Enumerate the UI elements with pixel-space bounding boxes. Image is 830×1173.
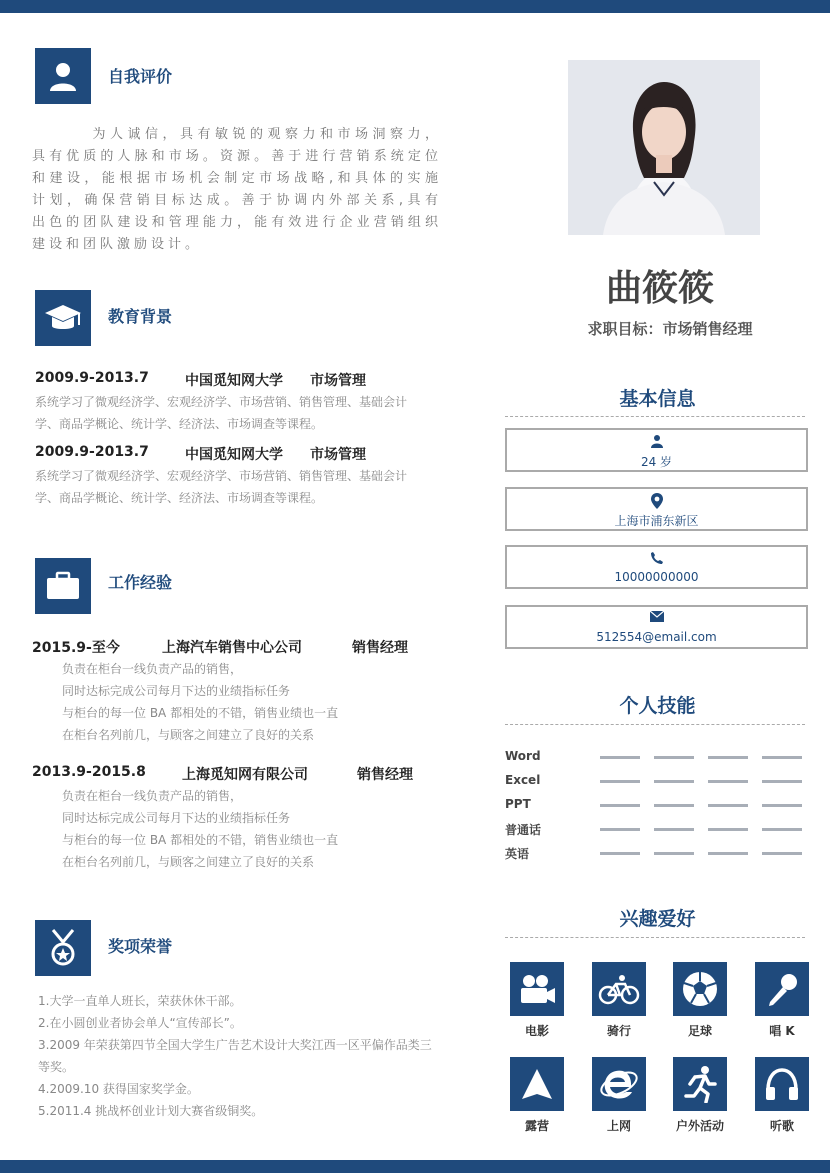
skill-bar xyxy=(654,828,694,831)
skill-row xyxy=(505,821,805,839)
duty-line: 与柜台的每一位 BA 都相处的不错，销售业绩也一直 xyxy=(62,706,339,720)
hobby-label: 足球 xyxy=(687,1024,712,1038)
microphone-icon xyxy=(755,962,809,1016)
skill-bar xyxy=(600,756,640,759)
candidate-name: 曲筱筱 xyxy=(605,268,714,309)
awards-title: 奖项荣誉 xyxy=(108,937,173,956)
skill-bar xyxy=(762,852,802,855)
duty-line: 负责在柜台一线负责产品的销售， xyxy=(62,789,243,803)
work-entry-2-duties xyxy=(62,785,338,873)
education-title: 教育背景 xyxy=(108,307,173,326)
person-icon xyxy=(507,434,806,450)
skill-bar xyxy=(762,756,802,759)
info-email-box xyxy=(505,605,808,649)
skill-row xyxy=(505,749,805,767)
basic-info-title: 基本信息 xyxy=(619,388,696,410)
skill-name: PPT xyxy=(505,797,531,811)
info-age-box xyxy=(505,428,808,472)
skill-bar xyxy=(708,828,748,831)
top-accent-bar xyxy=(0,0,830,13)
envelope-icon xyxy=(507,611,806,627)
education-entry-2-desc: 系统学习了微观经济学、宏观经济学、市场营销、销售管理、基础会计学、商品学概论、统计学、经济法、市场调查等课程。 xyxy=(35,469,408,505)
self-evaluation-text xyxy=(32,124,442,256)
skills-title: 个人技能 xyxy=(619,695,696,717)
location-pin-icon xyxy=(507,493,806,509)
bottom-accent-bar xyxy=(0,1160,830,1173)
person-icon xyxy=(35,48,91,104)
info-location-box xyxy=(505,487,808,531)
soccer-ball-icon xyxy=(673,962,727,1016)
award-item: 2.在小圆创业者协会单人“宣传部长”。 xyxy=(38,1016,242,1030)
skill-bar xyxy=(762,828,802,831)
skill-row xyxy=(505,797,805,815)
hobby-label: 上网 xyxy=(606,1119,631,1133)
info-location: 上海市浦东新区 xyxy=(614,514,699,528)
info-phone[interactable]: 10000000000 xyxy=(614,570,699,584)
hobbies-divider xyxy=(505,937,805,938)
skill-bar xyxy=(708,756,748,759)
education-period: 2009.9-2013.7 xyxy=(35,370,149,386)
award-item: 1.大学一直单人班长，荣获休休干部。 xyxy=(38,994,242,1008)
info-age: 24 岁 xyxy=(640,455,673,469)
work-experience-title: 工作经验 xyxy=(108,573,173,592)
headphones-icon xyxy=(755,1057,809,1111)
profile-photo xyxy=(568,60,760,235)
hobby-label: 电影 xyxy=(524,1024,549,1038)
skill-name: Excel xyxy=(505,773,541,787)
education-major: 市场管理 xyxy=(310,373,366,389)
skill-bar xyxy=(600,852,640,855)
briefcase-icon xyxy=(35,558,91,614)
hobby-label: 听歌 xyxy=(769,1119,794,1133)
skill-bar xyxy=(600,780,640,783)
awards-list xyxy=(38,990,438,1122)
work-period: 2015.9-至今 xyxy=(32,640,120,656)
skill-bar xyxy=(654,804,694,807)
hobby-label: 唱 K xyxy=(769,1024,795,1038)
hobby-label: 骑行 xyxy=(606,1024,631,1038)
duty-line: 在柜台名列前几，与顾客之间建立了良好的关系 xyxy=(62,855,315,869)
education-entry-1-desc: 系统学习了微观经济学、宏观经济学、市场营销、销售管理、基础会计学、商品学概论、统计学、经济法、市场调查等课程。 xyxy=(35,395,408,431)
work-company: 上海觅知网有限公司 xyxy=(182,767,308,783)
duty-line: 负责在柜台一线负责产品的销售， xyxy=(62,662,243,676)
skill-bar xyxy=(708,852,748,855)
skill-bar xyxy=(654,852,694,855)
duty-line: 同时达标完成公司每月下达的业绩指标任务 xyxy=(62,684,291,698)
skill-bar xyxy=(600,804,640,807)
skill-row xyxy=(505,845,805,863)
duty-line: 同时达标完成公司每月下达的业绩指标任务 xyxy=(62,811,291,825)
education-major: 市场管理 xyxy=(310,447,366,463)
bicycle-icon xyxy=(592,962,646,1016)
skill-bar xyxy=(654,780,694,783)
education-school: 中国觅知网大学 xyxy=(185,447,283,463)
work-role: 销售经理 xyxy=(352,640,408,656)
running-person-icon xyxy=(673,1057,727,1111)
internet-explorer-icon xyxy=(592,1057,646,1111)
work-period: 2013.9-2015.8 xyxy=(32,764,146,780)
tent-icon xyxy=(510,1057,564,1111)
skill-bar xyxy=(708,804,748,807)
skill-row xyxy=(505,773,805,791)
skill-name: 普通话 xyxy=(505,823,542,837)
medal-icon xyxy=(35,920,91,976)
award-item: 3.2009 年荣获第四节全国大学生广告艺术设计大奖江西一区平偏作品类三等奖。 xyxy=(38,1038,432,1074)
work-role: 销售经理 xyxy=(357,767,413,783)
info-phone-box xyxy=(505,545,808,589)
work-entry-2-header xyxy=(32,764,452,784)
skill-bar xyxy=(708,780,748,783)
skill-name: 英语 xyxy=(505,847,530,861)
job-target: 求职目标：市场销售经理 xyxy=(587,320,753,338)
hobby-label: 户外活动 xyxy=(675,1119,724,1133)
hobbies-title: 兴趣爱好 xyxy=(619,908,696,930)
self-evaluation-title: 自我评价 xyxy=(108,67,173,86)
graduation-cap-icon xyxy=(35,290,91,346)
work-company: 上海汽车销售中心公司 xyxy=(162,640,302,656)
phone-icon xyxy=(507,551,806,567)
work-entry-1-header xyxy=(32,637,452,657)
duty-line: 在柜台名列前几，与顾客之间建立了良好的关系 xyxy=(62,728,315,742)
skill-bar xyxy=(762,804,802,807)
skill-name: Word xyxy=(505,749,541,763)
basic-info-divider xyxy=(505,416,805,417)
education-period: 2009.9-2013.7 xyxy=(35,444,149,460)
award-item: 5.2011.4 挑战杯创业计划大赛省级铜奖。 xyxy=(38,1104,264,1118)
education-school: 中国觅知网大学 xyxy=(185,373,283,389)
skills-divider xyxy=(505,724,805,725)
self-evaluation-body: 为人诚信，具有敏锐的观察力和市场洞察力，具有优质的人脉和市场。资源。善于进行营销系统定位和建设，能根据市场机会制定市场战略,和具体的实施计划，确保营销目标达成。善于协调内外部关系,具有出色的团队建设和管理能力，能有效进行企业营销组织建设和团队激励设计。 xyxy=(32,127,442,252)
info-email[interactable]: 512554@email.com xyxy=(596,630,717,644)
video-camera-icon xyxy=(510,962,564,1016)
hobby-label: 露营 xyxy=(524,1119,549,1133)
work-entry-1-duties xyxy=(62,658,338,746)
skill-bar xyxy=(762,780,802,783)
skill-bar xyxy=(654,756,694,759)
duty-line: 与柜台的每一位 BA 都相处的不错，销售业绩也一直 xyxy=(62,833,339,847)
award-item: 4.2009.10 获得国家奖学金。 xyxy=(38,1082,199,1096)
skill-bar xyxy=(600,828,640,831)
